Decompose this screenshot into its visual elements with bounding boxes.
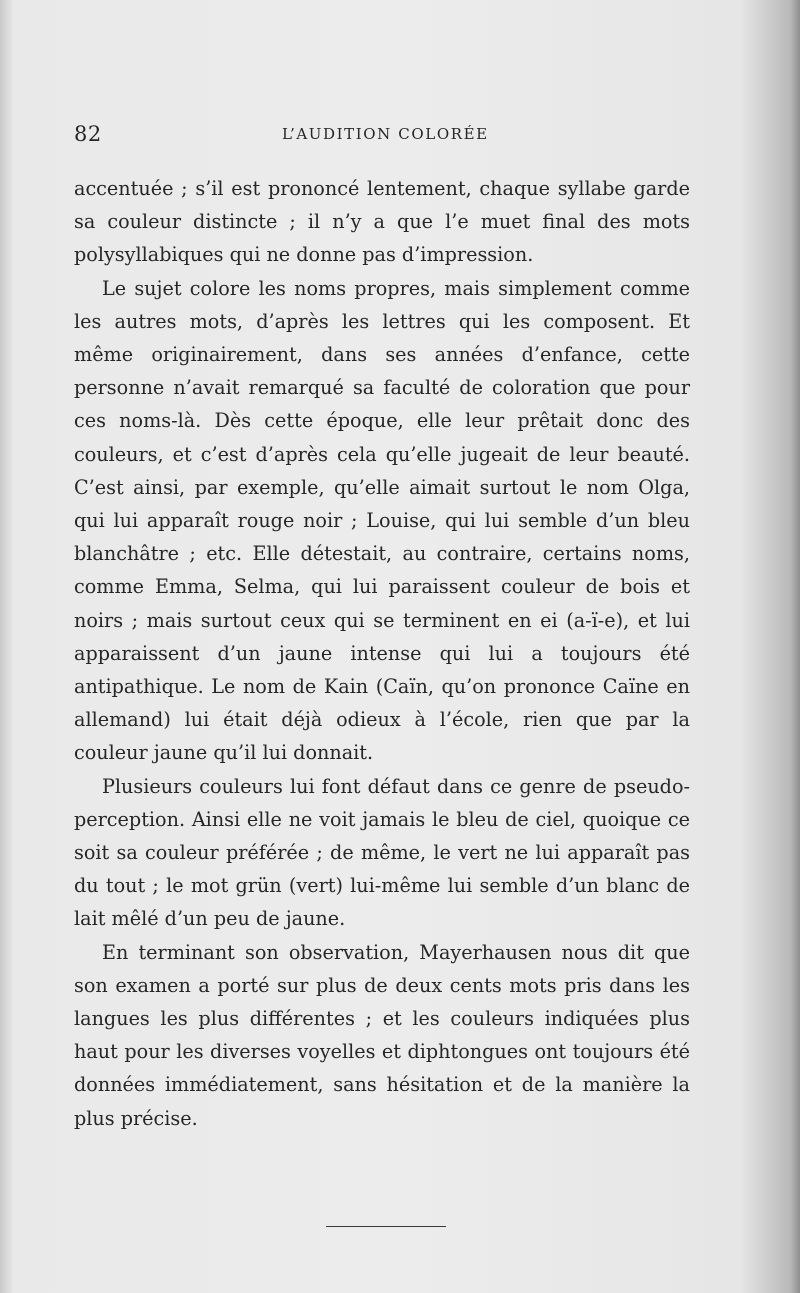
- page-header: [74, 122, 692, 156]
- paragraph-2: Le sujet colore les noms propres, mais simplement comme les autres mots, d’après les lettres qui les composent. Et même originairement, dans ses années d’enfance, cette personne n’avait remarqué sa faculté de coloration que pour ces noms-là. Dès cette époque, elle leur prêtait donc des couleurs, et c’est d’après cela qu’elle jugeait de leur beauté. C’est ainsi, par exemple, qu’elle aimait surtout le nom Olga, qui lui apparaît rouge noir ; Louise, qui lui semble d’un bleu blanchâtre ; etc. Elle détestait, au contraire, certains noms, comme Emma, Selma, qui lui paraissent couleur de bois et noirs ; mais surtout ceux qui se terminent en ei (a-ï-e), et lui apparaissent d’un jaune intense qui lui a toujours été antipathique. Le nom de Kain (Caïn, qu’on prononce Caïne en allemand) lui était déjà odieux à l’école, rien que par la couleur jaune qu’il lui donnait.: [74, 276, 690, 765]
- body-text: [74, 172, 690, 1135]
- paragraph-1: accentuée ; s’il est prononcé lentement, chaque syllabe garde sa couleur distincte ; il n’y a que l’e muet final des mots polysyllabiques qui ne donne pas d’impression.: [74, 177, 690, 267]
- paragraph-4: En terminant son observation, Mayerhausen nous dit que son examen a porté sur plus de deux cents mots pris dans les langues les plus différentes ; et les couleurs indiquées plus haut pour les diverses voyelles et diphtongues ont toujours été données immédiatement, sans hésitation et de la manière la plus précise.: [74, 940, 690, 1130]
- paragraph-3: Plusieurs couleurs lui font défaut dans ce genre de pseudo-perception. Ainsi elle ne voit jamais le bleu de ciel, quoique ce soit sa couleur préférée ; de même, le vert ne lui apparaît pas du tout ; le mot grün (vert) lui-même lui semble d’un blanc de lait mêlé d’un peu de jaune.: [74, 774, 690, 931]
- running-title: L’AUDITION COLORÉE: [282, 125, 489, 143]
- section-rule: [326, 1226, 446, 1227]
- page-number: 82: [74, 122, 102, 146]
